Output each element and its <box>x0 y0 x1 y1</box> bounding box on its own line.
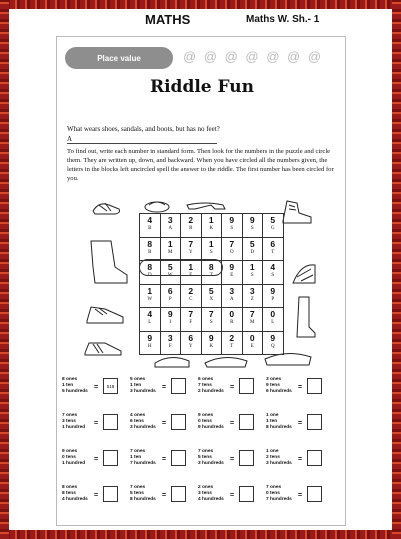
grid-cell[interactable] <box>181 214 202 238</box>
problem-line: 7 ones <box>62 413 78 418</box>
grid-row <box>140 331 284 355</box>
problem-text <box>130 377 156 395</box>
answer-box[interactable] <box>307 378 322 394</box>
grid-digit: 5 <box>249 238 255 249</box>
place-value-problem <box>127 377 193 411</box>
high-heel-icon <box>185 195 229 213</box>
equals-sign: = <box>94 420 99 427</box>
problem-line: 7 tens <box>198 383 212 388</box>
grid-digit: 6 <box>188 332 194 343</box>
problem-line: 3 tens <box>198 491 212 496</box>
problem-line: 3 hundreds <box>130 389 156 394</box>
problem-line: 2 tens <box>266 455 280 460</box>
riddle-question: What wears shoes, sandals, and boots, but has no feet? <box>67 125 220 133</box>
problem-line: 1 ten <box>266 419 278 424</box>
problem-line: 9 tens <box>266 383 280 388</box>
grid-letter: X <box>209 296 214 302</box>
grid-letter: E <box>230 273 234 278</box>
grid-digit: 9 <box>167 309 173 319</box>
grid-cell[interactable] <box>160 308 181 332</box>
answer-box[interactable] <box>307 450 322 466</box>
problem-line: 3 hundreds <box>130 425 156 430</box>
cowboy-boot-icon <box>81 237 131 287</box>
grid-letter: L <box>148 320 152 325</box>
place-value-problem <box>59 485 125 519</box>
grid-letter: B <box>148 226 152 231</box>
problem-text <box>62 413 85 431</box>
place-value-problem <box>59 449 125 483</box>
place-value-problem <box>263 485 329 519</box>
grid-cell[interactable] <box>263 284 284 308</box>
problem-line: 6 tens <box>130 419 144 424</box>
equals-sign: = <box>162 492 167 499</box>
subject-heading: MATHS <box>145 12 191 27</box>
grid-cell[interactable] <box>160 214 181 238</box>
sandal-strap-icon <box>289 259 319 289</box>
grid-letter: S <box>230 226 234 231</box>
grid-letter: C <box>189 296 193 302</box>
circled-number <box>139 259 223 276</box>
grid-letter: G <box>270 226 275 231</box>
place-value-problem <box>195 377 261 411</box>
grid-digit: 6 <box>270 238 276 249</box>
grid-letter: M <box>168 249 173 255</box>
problem-line: 3 tens <box>62 419 76 424</box>
grid-digit: 5 <box>208 285 214 296</box>
problem-line: 8 hundreds <box>266 425 292 430</box>
grid-digit: 3 <box>229 285 235 296</box>
problem-line: 4 ones <box>130 413 146 418</box>
answer-box[interactable] <box>171 378 186 394</box>
grid-cell[interactable] <box>181 237 202 261</box>
grid-cell[interactable] <box>242 308 263 332</box>
grid-cell[interactable] <box>222 237 243 261</box>
grid-letter: H <box>147 343 152 349</box>
number-puzzle-grid <box>139 213 284 355</box>
equals-sign: = <box>298 456 303 463</box>
grid-digit: 7 <box>229 238 235 249</box>
grid-cell[interactable] <box>242 214 263 238</box>
grid-digit: 2 <box>188 285 194 296</box>
equals-sign: = <box>230 384 235 391</box>
place-value-problem <box>195 449 261 483</box>
answer-box[interactable] <box>307 486 322 502</box>
grid-digit: 5 <box>167 262 173 272</box>
place-value-problem <box>195 413 261 447</box>
grid-row <box>140 214 284 238</box>
grid-digit: 6 <box>167 285 173 296</box>
grid-digit: 9 <box>208 332 214 343</box>
grid-cell[interactable] <box>222 214 243 238</box>
grid-cell[interactable] <box>263 308 284 332</box>
equals-sign: = <box>94 492 99 499</box>
problem-line: 7 hundreds <box>130 461 156 466</box>
grid-digit: 8 <box>147 238 153 249</box>
grid-digit: 1 <box>188 262 194 272</box>
answer-box[interactable] <box>239 450 254 466</box>
grid-digit: 1 <box>249 262 255 272</box>
grid-cell[interactable] <box>201 331 222 355</box>
sneaker-icon <box>279 197 315 227</box>
grid-letter: E <box>250 343 254 349</box>
grid-letter: Y <box>188 249 193 255</box>
grid-digit: 0 <box>270 309 276 319</box>
problem-line: 8 ones <box>62 377 78 382</box>
grid-letter: D <box>250 249 255 255</box>
place-value-problem <box>195 485 261 519</box>
grid-digit: 1 <box>208 215 214 225</box>
equals-sign: = <box>94 456 99 463</box>
sheet-number: Maths W. Sh.- 1 <box>246 14 320 25</box>
problem-line: 5 tens <box>130 491 144 496</box>
grid-letter: T <box>271 249 275 255</box>
decorative-border-top <box>0 0 401 9</box>
problem-line: 7 ones <box>266 485 282 490</box>
tall-boot-icon <box>293 295 317 339</box>
answer-box[interactable] <box>239 414 254 430</box>
grid-cell[interactable] <box>181 308 202 332</box>
grid-letter: K <box>209 343 214 349</box>
grid-digit: 7 <box>208 309 214 319</box>
answer-label: A <box>67 135 73 143</box>
place-value-problem <box>59 377 125 411</box>
grid-digit: 0 <box>249 332 255 343</box>
place-value-problem <box>127 485 193 519</box>
problem-line: 3 ones <box>266 377 282 382</box>
answer-box[interactable]: 518 <box>103 378 118 394</box>
problem-line: 5 hundreds <box>62 389 88 394</box>
grid-letter: S <box>209 320 213 325</box>
grid-letter: E <box>189 273 193 278</box>
equals-sign: = <box>94 384 99 391</box>
grid-row <box>140 284 284 308</box>
decorative-border-left <box>0 0 9 539</box>
grid-digit: 3 <box>167 332 173 343</box>
grid-letter: P <box>271 296 275 302</box>
place-value-problem <box>263 377 329 411</box>
equals-sign: = <box>298 384 303 391</box>
grid-letter: R <box>189 226 193 231</box>
problem-line: 8 hundreds <box>130 497 156 502</box>
problem-text <box>266 485 292 503</box>
problem-text <box>266 449 292 467</box>
sandal-icon <box>91 197 123 217</box>
grid-cell[interactable] <box>140 308 161 332</box>
problem-text <box>130 413 156 431</box>
problem-line: 6 ones <box>198 377 214 382</box>
equals-sign: = <box>230 492 235 499</box>
grid-letter: Q <box>270 343 275 349</box>
grid-letter: W <box>167 273 173 278</box>
grid-digit: 9 <box>270 285 276 296</box>
answer-box[interactable] <box>171 486 186 502</box>
equals-sign: = <box>298 492 303 499</box>
grid-digit: 2 <box>229 332 235 343</box>
problem-line: 4 hundreds <box>198 497 224 502</box>
place-value-problem <box>59 413 125 447</box>
grid-letter: T <box>230 343 234 349</box>
answer-box[interactable] <box>103 450 118 466</box>
grid-digit: 7 <box>249 309 255 319</box>
problem-line: 2 ones <box>198 485 214 490</box>
grid-letter: S <box>271 273 275 278</box>
equals-sign: = <box>162 384 167 391</box>
grid-digit: 5 <box>270 215 276 225</box>
problem-line: 5 ones <box>130 377 146 382</box>
grid-digit: 2 <box>188 215 194 225</box>
grid-digit: 1 <box>208 238 214 249</box>
grid-row <box>140 237 284 261</box>
grid-cell[interactable] <box>263 237 284 261</box>
grid-digit: 8 <box>147 262 153 272</box>
instructions: To find out, write each number in standard form. Then look for the numbers in the puzzle and circle them. They are written up, down, and backward. When you have circled all the numbers given, the letters in the blocks left uncircled spell the answer to the riddle. The first number has been circled for you. <box>67 148 334 182</box>
grid-cell[interactable] <box>140 331 161 355</box>
problem-line: 9 ones <box>62 449 78 454</box>
grid-letter: A <box>229 296 234 302</box>
grid-cell[interactable] <box>222 284 243 308</box>
problem-line: 8 ones <box>62 485 78 490</box>
grid-digit: 8 <box>208 262 214 272</box>
grid-cell[interactable] <box>263 214 284 238</box>
grid-cell[interactable] <box>181 284 202 308</box>
grid-letter: F <box>168 343 172 349</box>
problem-line: 3 hundreds <box>198 461 224 466</box>
problem-text <box>130 449 156 467</box>
decorative-border-bottom <box>0 530 401 539</box>
grid-cell[interactable] <box>201 214 222 238</box>
problem-text <box>62 485 88 503</box>
grid-letter: F <box>189 320 193 325</box>
grid-digit: 9 <box>270 332 276 343</box>
topic-badge: Place value <box>65 47 173 69</box>
riddle-answer-field[interactable] <box>67 135 217 144</box>
grid-cell[interactable] <box>140 284 161 308</box>
problem-line: 7 hundreds <box>266 497 292 502</box>
problem-line: 8 tens <box>62 491 76 496</box>
grid-letter: L <box>271 320 275 325</box>
problem-text <box>198 485 224 503</box>
grid-letter: S <box>250 226 254 231</box>
grid-cell[interactable] <box>160 331 181 355</box>
equals-sign: = <box>230 420 235 427</box>
grid-row <box>140 308 284 332</box>
grid-letter: I <box>169 320 172 325</box>
place-value-problem <box>263 449 329 483</box>
decorative-border-right <box>392 0 401 539</box>
swirl-decoration-icon: @ @ @ @ @ @ @ <box>183 49 324 64</box>
problem-line: 1 ten <box>130 383 142 388</box>
problem-line: 0 tens <box>62 455 76 460</box>
grid-letter: R <box>230 320 234 325</box>
answer-box[interactable] <box>171 414 186 430</box>
grid-letter: K <box>209 226 214 231</box>
grid-cell[interactable] <box>201 284 222 308</box>
grid-cell[interactable] <box>263 331 284 355</box>
answer-box[interactable] <box>103 486 118 502</box>
problem-line: 0 tens <box>198 419 212 424</box>
grid-letter: Z <box>250 296 254 302</box>
equals-sign: = <box>162 456 167 463</box>
grid-letter: S <box>209 249 213 255</box>
grid-letter: M <box>250 320 255 325</box>
answer-box[interactable] <box>239 486 254 502</box>
grid-letter: P <box>168 296 172 302</box>
problem-line: 1 one <box>266 449 279 454</box>
problem-line: 4 hundreds <box>62 497 88 502</box>
problem-line: 3 hundreds <box>266 461 292 466</box>
equals-sign: = <box>230 456 235 463</box>
grid-digit: 4 <box>147 309 153 319</box>
problem-text <box>266 377 292 395</box>
problem-line: 7 ones <box>198 449 214 454</box>
problem-line: 9 hundreds <box>198 425 224 430</box>
grid-digit: 3 <box>167 215 173 225</box>
grid-digit: 3 <box>249 285 255 296</box>
answer-box[interactable] <box>103 414 118 430</box>
grid-cell[interactable] <box>242 237 263 261</box>
problem-text <box>130 485 156 503</box>
grid-digit: 1 <box>167 238 173 249</box>
problem-text <box>266 413 292 431</box>
grid-letter: A <box>168 226 173 231</box>
grid-digit: 9 <box>147 332 153 343</box>
grid-letter: S <box>250 273 254 278</box>
striped-sneaker-icon <box>83 337 123 359</box>
grid-cell[interactable] <box>242 261 263 285</box>
grid-digit: 9 <box>249 215 255 225</box>
grid-digit: 1 <box>147 285 153 296</box>
grid-digit: 7 <box>188 309 194 319</box>
problem-line: 1 ten <box>130 455 142 460</box>
grid-letter: W <box>147 296 153 302</box>
problem-line: 6 hundreds <box>266 389 292 394</box>
grid-digit: 7 <box>188 238 194 249</box>
problem-line: 1 hundred <box>62 461 86 466</box>
problem-line: 1 hundred <box>62 425 86 430</box>
problem-text <box>62 377 88 395</box>
grid-digit: 0 <box>229 309 235 319</box>
grid-digit: 4 <box>270 262 276 272</box>
problem-text <box>198 377 224 395</box>
slipper-icon <box>143 197 171 213</box>
problem-text <box>198 413 224 431</box>
problem-text <box>62 449 85 467</box>
grid-cell[interactable] <box>242 284 263 308</box>
problem-line: 5 tens <box>198 455 212 460</box>
grid-letter: O <box>229 249 234 255</box>
grid-cell[interactable] <box>222 308 243 332</box>
grid-cell[interactable] <box>222 331 243 355</box>
grid-letter: D <box>147 273 152 278</box>
problem-line: 1 ten <box>62 383 74 388</box>
grid-cell[interactable] <box>160 237 181 261</box>
grid-cell[interactable] <box>222 261 243 285</box>
answer-box[interactable] <box>307 414 322 430</box>
worksheet <box>56 36 346 526</box>
grid-letter: T <box>209 273 213 278</box>
grid-cell[interactable] <box>263 261 284 285</box>
answer-box[interactable] <box>239 378 254 394</box>
problem-line: 7 ones <box>130 449 146 454</box>
grid-digit: 9 <box>229 215 235 225</box>
grid-cell[interactable] <box>242 331 263 355</box>
grid-cell[interactable] <box>201 237 222 261</box>
grid-digit: 9 <box>229 262 235 272</box>
lace-shoe-icon <box>83 299 127 327</box>
grid-cell[interactable] <box>181 331 202 355</box>
worksheet-title: Riddle Fun <box>149 77 255 97</box>
problem-line: 2 hundreds <box>198 389 224 394</box>
grid-digit: 4 <box>147 215 153 225</box>
place-value-problem <box>127 413 193 447</box>
problem-line: 7 ones <box>130 485 146 490</box>
answer-box[interactable] <box>171 450 186 466</box>
grid-cell[interactable] <box>201 308 222 332</box>
problem-text <box>198 449 224 467</box>
grid-cell[interactable] <box>160 284 181 308</box>
grid-letter: R <box>148 249 152 255</box>
equals-sign: = <box>298 420 303 427</box>
problem-line: 0 tens <box>266 491 280 496</box>
grid-cell[interactable] <box>140 214 161 238</box>
equals-sign: = <box>162 420 167 427</box>
problem-line: 1 one <box>266 413 279 418</box>
grid-cell[interactable] <box>140 237 161 261</box>
place-value-problem <box>263 413 329 447</box>
problem-line: 9 ones <box>198 413 214 418</box>
grid-letter: Y <box>188 343 193 349</box>
place-value-problem <box>127 449 193 483</box>
